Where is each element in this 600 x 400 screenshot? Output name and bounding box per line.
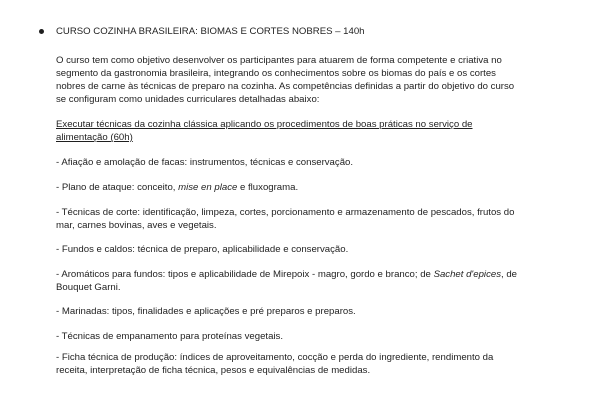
intro-line: nobres de carne às técnicas de preparo na cozinha. As competências definidas a partir do objetivo do curso (56, 81, 515, 92)
list-item-text: Bouquet Garni. (56, 282, 121, 293)
list-item-text (56, 181, 556, 194)
list-item-text-part: e fluxograma. (237, 182, 299, 193)
unit-title (56, 118, 526, 144)
unit-title-line: Executar técnicas da cozinha clássica aplicando os procedimentos de boas práticas no serviço de (56, 119, 473, 130)
list-item-text: - Técnicas de corte: identificação, limpeza, cortes, porcionamento e armazenamento de pescados, frutos do (56, 207, 515, 218)
list-item (56, 305, 556, 318)
list-item (56, 351, 556, 377)
list-item (56, 206, 556, 232)
list-item-text-part: - Plano de ataque: conceito, (56, 182, 179, 193)
list-item-text-part: - Aromáticos para fundos: tipos e aplicabilidade de Mirepoix - magro, gordo e branco; de (56, 269, 434, 280)
bullet-icon (39, 29, 44, 34)
intro-line: se configuram como unidades curriculares detalhadas abaixo: (56, 94, 320, 105)
course-intro (56, 54, 556, 106)
list-item (56, 156, 556, 169)
list-item-text-part: , de (501, 269, 518, 280)
list-item-emphasis: Sachet d'epices (433, 269, 501, 280)
list-item-text: receita, interpretação de ficha técnica, pesos e equivalências de medidas. (56, 365, 371, 376)
list-item (56, 330, 556, 343)
list-item (56, 268, 556, 294)
list-item-text: mar, carnes bovinas, aves e vegetais. (56, 220, 217, 231)
list-item-text: - Afiação e amolação de facas: instrumentos, técnicas e conservação. (56, 157, 354, 168)
intro-line: O curso tem como objetivo desenvolver os participantes para atuarem de forma competente e criativa no (56, 55, 502, 66)
list-item-text: - Fundos e caldos: técnica de preparo, aplicabilidade e conservação. (56, 244, 349, 255)
list-item-text: - Técnicas de empanamento para proteínas vegetais. (56, 331, 284, 342)
list-item-text: - Ficha técnica de produção: índices de aproveitamento, cocção e perda do ingrediente, rendimento da (56, 352, 494, 363)
list-item-emphasis: mise en place (178, 182, 238, 193)
intro-line: segmento da gastronomia brasileira, integrando os conhecimentos sobre os biomas do país e os cortes (56, 68, 496, 79)
list-item (56, 243, 556, 256)
unit-title-line: alimentação (60h) (56, 132, 133, 143)
course-title: CURSO COZINHA BRASILEIRA: BIOMAS E CORTES NOBRES – 140h (56, 26, 365, 37)
list-item-text (56, 268, 556, 281)
list-item (56, 181, 556, 194)
list-item-text: - Marinadas: tipos, finalidades e aplicações e pré preparos e preparos. (56, 306, 356, 317)
